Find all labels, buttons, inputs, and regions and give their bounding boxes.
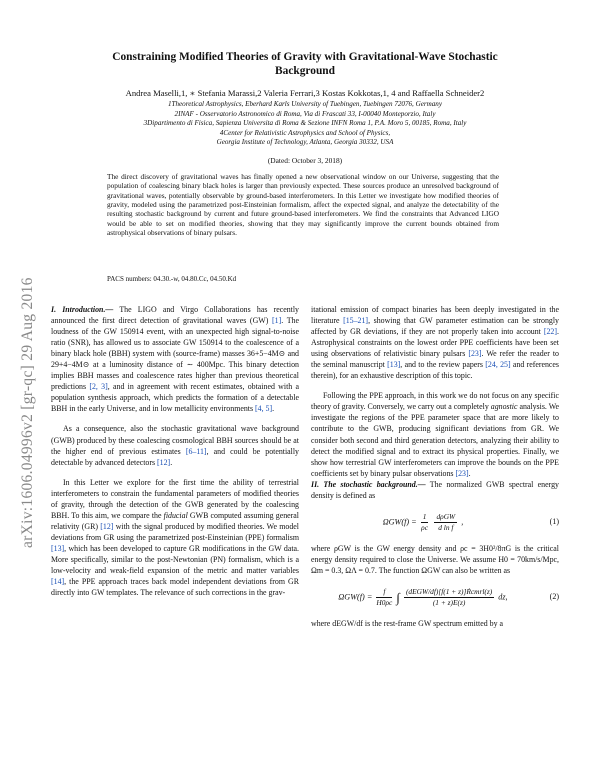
citation-link[interactable]: [22] [543, 327, 558, 337]
citation-link[interactable]: [23] [455, 468, 469, 478]
citation-link[interactable]: [14] [51, 577, 65, 587]
fraction: $\frac{f}{H0\rho c}$ [376, 586, 393, 607]
affiliation-1: 1Theoretical Astrophysics, Eberhard Karls University of Tuebingen, Tuebingen 72076, Germany [167, 100, 442, 108]
equation-2-number: (2) [549, 591, 559, 601]
section-2-intro: II. The stochastic background.— The normalized GWB spectral energy density is defined as [311, 479, 559, 500]
title-line-2: Background [275, 65, 335, 77]
right-paragraph-4: where dEGW/df is the rest-frame GW spectrum emitted by a [311, 618, 504, 628]
citation-link[interactable]: [2, 3] [89, 382, 108, 392]
dated-line: (Dated: October 3, 2018) [267, 156, 343, 165]
citation-link[interactable]: [13] [51, 543, 65, 553]
section-2-heading: II. The stochastic background.— [311, 479, 426, 489]
equation-1 [311, 506, 559, 538]
citation-link[interactable]: [23] [468, 349, 482, 359]
right-column [311, 304, 559, 629]
affiliation-4a: 4Center for Relativistic Astrophysics and School of Physics, [219, 128, 391, 137]
affiliations [60, 100, 550, 148]
citation-link[interactable]: [12] [100, 521, 114, 531]
equation-1-number: (1) [549, 516, 559, 526]
equation-2 [311, 581, 559, 613]
right-paragraph-3: where ρGW is the GW energy density and ρc = 3H0²/8πG is the critical energy density required to close the Universe. We assume H0 = 70km/s/Mpc, Ωm = 0.3, ΩΛ = 0.7. The function ΩGW can also be written as [311, 543, 559, 575]
affiliation-3: 3Dipartimento di Fisica, Sapienza Universita di Roma & Sezione INFN Roma 1, P.A. Moro 5, 00185, Roma, Italy [143, 119, 467, 128]
citation-link[interactable]: [15–21] [343, 316, 369, 326]
affiliation-2: 2INAF - Osservatorio Astronomico di Roma, Via di Frascati 33, I-00040 Monteporzio, Italy [174, 109, 436, 118]
citation-link[interactable]: [24, 25] [485, 360, 511, 370]
fraction: $\frac{\text{dρGW}}{\text{d ln f}}$ [436, 511, 456, 532]
fraction: $\frac{\text{(dEGW/df)[f(1 + z)]Ṙcmrl(z)}}{(1 + z)E(z)}$ [405, 586, 493, 607]
title-line-1: Constraining Modified Theories of Gravity with Gravitational-Wave Stochastic [112, 51, 498, 63]
citation-link[interactable]: [12] [157, 457, 171, 467]
right-paragraph-2: Following the PPE approach, in this work we do not focus on any specific theory of gravity. Conversely, we carry out a completely agnostic analysis. We investigate the regions of the PPE parameter space that are more likely to contribute to the GWB, producing significant deviations from GR. We consider both second and third generation detectors, analyzing their ability to detect the modified signal and to extract its physical properties. Finally, we show how terrestrial GW interferometers can improve the bounds on the PPE coefficients set by binary pulsar observations [23]. [311, 391, 560, 478]
citation-link[interactable]: [1] [272, 316, 282, 326]
intro-heading: I. Introduction.— [51, 305, 114, 314]
intro-paragraph-2: As a consequence, also the stochastic gravitational wave background (GWB) produced by these coalescing cosmological BBH sources should be at the higher end of previous estimates [6–11], and could be potentially detectable by advanced detectors [12]. [51, 424, 299, 467]
author-list: Andrea Maselli,1, ∗ Stefania Marassi,2 Valeria Ferrari,3 Kostas Kokkotas,1, 4 and Raffaella Schneider2 [125, 88, 485, 98]
equation-2-body: ΩGW(f) = $\frac{f}{H0\rho c}$ ∫ $\frac{\text{(dEGW/df)[f(1 + z)]Ṙcmrl(z)}}{(1 + z)E(z)}$ dz, [338, 586, 508, 607]
intro-paragraph-1: I. Introduction.— The LIGO and Virgo Collaborations has recently announced the first direct detection of gravitational waves (GW) [1]. The loudness of the GW 150914 event, with an unexpected high signal-to-noise ratio (SNR), has allowed us to associate GW 150914 to the coalescence of a binary black hole (BBH) system with (source-frame) masses 36+5−4M⊙ and 29+4−4M⊙ at a luminosity distance of ∼ 400Mpc. This binary detection implies BBH masses and coalescence rates higher than previous theoretical predictions [2, 3], and in agreement with recent estimates, obtained with a population synthesis approach, which predicts the formation of a detectable BBH in the early Universe, and in low metallicity environments [4, 5]. [51, 305, 299, 414]
arxiv-stamp [2, 210, 46, 550]
abstract: The direct discovery of gravitational waves has finally opened a new observational window on our Universe, suggesting that the population of coalescing binary black holes is larger than previously expected. These sources produce an unresolved background of gravitational waves, potentially observable by ground-based interferometers. In this Letter we investigate how modified theories of gravity, modeled using the parametrized post-Einsteinian formalism, affect the expected signal, and analyze the detectability of the resulting stochastic background by current and future ground-based interferometers. We find the constraints that Advanced LIGO would be able to set on modified theories, showing that they may significantly improve the current bounds obtained from astrophysical observations of binary pulsars. [107, 172, 499, 238]
arxiv-stamp-text: arXiv:1606.04996v2 [gr-qc] 29 Aug 2016 [19, 277, 36, 548]
citation-link[interactable]: [4, 5] [255, 404, 273, 414]
paper-title [70, 50, 540, 78]
affiliation-4b: Georgia Institute of Technology, Atlanta, Georgia 30332, USA [216, 138, 394, 147]
integral-sign: ∫ [396, 589, 400, 605]
citation-link[interactable]: [6–11] [185, 446, 207, 456]
pacs-numbers: PACS numbers: 04.30.-w, 04.80.Cc, 04.50.Kd [107, 275, 237, 283]
intro-paragraph-3: In this Letter we explore for the first time the ability of terrestrial interferometers to constrain the fundamental parameters of modified theories of gravity, through the detection of the GWB generated by the coalescing BBH. To this aim, we compare the fiducial GWB computed assuming general relativity (GR) [12] with the signal produced by modified theories. We model deviations from GR using the parametrized post-Einsteinian (PPE) formalism [13], which has been developed to capture GR modifications in the GW data. More specifically, similar to the post-Newtonian (PN) formalism, which is a low-velocity and weak-field expansion of the metric and matter variables [14], the PPE approach traces back model independent deviations from GR directly into GW templates. The relevance of such corrections in the grav- [51, 477, 300, 598]
left-column [51, 304, 299, 598]
equation-1-body: ΩGW(f) = $\frac{1}{\rho c}$ $\frac{\text{dρGW}}{\text{d ln f}}$ , [382, 511, 464, 532]
fraction: $\frac{1}{\rho c}$ [421, 511, 428, 532]
citation-link[interactable]: [13] [387, 360, 401, 370]
right-paragraph-1: itational emission of compact binaries has been deeply investigated in the literature [15–21], showing that GW parameter estimation can be strongly affected by GR deviations, if they are not properly taken into account [22]. Astrophysical constraints on the lowest order PPE coefficients have been set using observations of relativistic binary pulsars [23]. We refer the reader to the seminal manuscript [13], and to the review papers [24, 25] and references therein), for an exhaustive description of this topic. [311, 305, 560, 381]
